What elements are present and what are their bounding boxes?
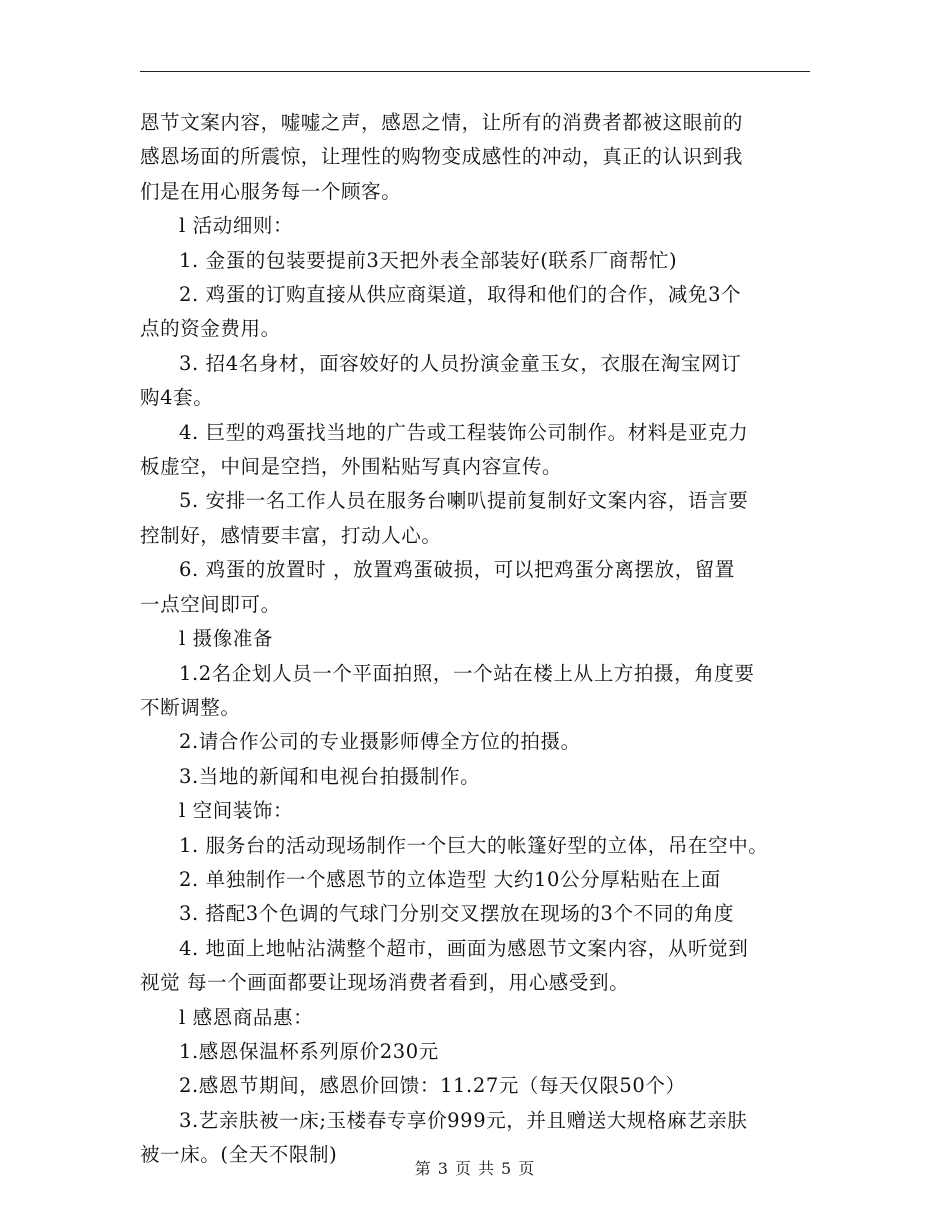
text-line: 1.2名企划人员一个平面拍照，一个站在楼上从上方拍摄，角度要	[179, 661, 755, 685]
text-line: 2.请合作公司的专业摄影师傅全方位的拍摄。	[179, 730, 581, 754]
document-body	[140, 106, 810, 1173]
text-line: 1.感恩保温杯系列原价230元	[179, 1039, 439, 1063]
text-line: 6. 鸡蛋的放置时 ，放置鸡蛋破损，可以把鸡蛋分离摆放，留置	[179, 558, 736, 582]
text-line: l 感恩商品惠：	[179, 1005, 314, 1029]
text-line: 购4套。	[140, 386, 214, 410]
text-line: 1. 服务台的活动现场制作一个巨大的帐篷好型的立体，吊在空中。	[179, 833, 769, 857]
text-line: 4. 巨型的鸡蛋找当地的广告或工程装饰公司制作。材料是亚克力	[179, 420, 749, 444]
footer-suffix: 页	[518, 1159, 536, 1178]
text-line: l 空间装饰：	[179, 799, 294, 823]
text-line: 3. 搭配3个色调的气球门分别交叉摆放在现场的3个不同的角度	[179, 902, 735, 926]
text-line: 不断调整。	[140, 695, 241, 719]
text-line: 被一床。(全天不限制)	[140, 1143, 338, 1167]
text-line: 3. 招4名身材，面容姣好的人员扮演金童玉女，衣服在淘宝网订	[179, 351, 742, 375]
text-line: 3.艺亲肤被一床;玉楼春专享价999元，并且赠送大规格麻艺亲肤	[179, 1108, 748, 1132]
footer-current-page: 3	[437, 1159, 449, 1178]
text-line: 控制好，感情要丰富，打动人心。	[140, 523, 442, 547]
text-line: 4. 地面上地帖沾满整个超市，画面为感恩节文案内容，从听觉到	[179, 936, 749, 960]
header-divider	[140, 71, 810, 72]
footer-mid: 页 共	[454, 1159, 496, 1178]
text-line: l 摄像准备	[179, 627, 274, 651]
text-line: 视觉 每一个画面都要让现场消费者看到，用心感受到。	[140, 971, 630, 995]
text-line: 恩节文案内容，嘘嘘之声，感恩之情，让所有的消费者都被这眼前的	[140, 111, 744, 134]
text-line: 3.当地的新闻和电视台拍摄制作。	[179, 764, 481, 788]
text-line: 1. 金蛋的包装要提前3天把外表全部装好(联系厂商帮忙)	[179, 248, 678, 272]
text-line: l 活动细则：	[179, 214, 294, 238]
footer-total-pages: 5	[501, 1159, 513, 1178]
text-line: 5. 安排一名工作人员在服务台喇叭提前复制好文案内容，语言要	[179, 489, 749, 513]
text-line: 板虚空，中间是空挡，外围粘贴写真内容宣传。	[140, 455, 563, 479]
footer-prefix: 第	[414, 1159, 432, 1178]
text-line: 2. 单独制作一个感恩节的立体造型 大约10公分厚粘贴在上面	[179, 867, 721, 891]
text-line: 感恩场面的所震惊，让理性的购物变成感性的冲动，真正的认识到我	[140, 145, 744, 169]
text-line: 们是在用心服务每一个顾客。	[140, 179, 402, 203]
text-line: 2.感恩节期间，感恩价回馈：11.27元（每天仅限50个）	[179, 1074, 686, 1098]
text-line: 一点空间即可。	[140, 592, 281, 616]
text-line: 点的资金费用。	[140, 317, 281, 341]
page-footer	[0, 1156, 950, 1179]
text-line: 2. 鸡蛋的订购直接从供应商渠道，取得和他们的合作，减免3个	[179, 283, 742, 307]
